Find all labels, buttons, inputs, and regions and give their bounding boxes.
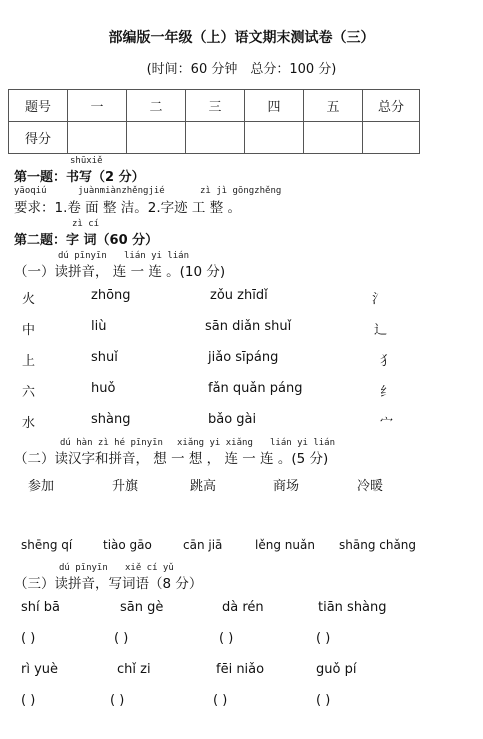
- part1-pinyin-b: lián yi lián: [124, 251, 190, 261]
- q1-req-pinyin-c: zì jì gōngzhěng: [200, 186, 282, 196]
- q1-heading-score: （2 分）: [92, 170, 145, 185]
- part2-pinyin: shēng qí: [21, 538, 73, 552]
- part1-text: 读拼音， 连 一 连 。(10 分): [54, 264, 226, 280]
- part1-pinyin-a: dú pīnyīn: [58, 251, 107, 261]
- part2-instruction: [14, 447, 328, 467]
- answer-blank[interactable]: ( ): [213, 693, 228, 708]
- part3-pinyin-b: xiě cí yǔ: [125, 563, 174, 573]
- part2-pinyin-c: lián yi lián: [270, 438, 336, 448]
- score-header-cell: 二: [127, 90, 186, 122]
- q1-req-pinyin-b: juànmiànzhěngjié: [78, 186, 165, 196]
- part3-pinyin-word: dà rén: [222, 600, 264, 615]
- answer-blank[interactable]: ( ): [21, 693, 36, 708]
- q2-heading-word: 字 词: [66, 233, 97, 248]
- score-cell: [304, 122, 363, 154]
- part3-instruction: [14, 572, 202, 592]
- part2-pinyin: tiào gāo: [103, 538, 152, 552]
- score-header-cell: 三: [186, 90, 245, 122]
- match-pinyin: liù: [91, 319, 107, 334]
- part3-pinyin-word: sān gè: [120, 600, 164, 615]
- part2-pinyin: lěng nuǎn: [255, 538, 315, 552]
- q1-requirement: [14, 196, 241, 216]
- q1-req-pinyin-a: yāoqiú: [14, 186, 47, 196]
- part3-pinyin-word: fēi niǎo: [216, 662, 265, 677]
- score-header-cell: 总分: [363, 90, 420, 122]
- part3-pinyin-word: rì yuè: [21, 662, 59, 677]
- score-cell: [68, 122, 127, 154]
- page-subtitle: (时间：60 分钟 总分：100 分): [146, 62, 337, 77]
- part3-pinyin-word: shí bā: [21, 600, 60, 615]
- score-cell: [363, 122, 420, 154]
- match-hanzi: 火: [22, 292, 36, 307]
- match-radical: 犭: [380, 354, 394, 369]
- part3-text: 读拼音，写词语（8 分）: [54, 576, 203, 592]
- part3-pinyin-word: guǒ pí: [316, 662, 357, 677]
- match-word-pinyin: bǎo gài: [208, 412, 257, 427]
- q1-heading-pinyin: shūxiě: [70, 156, 103, 166]
- part2-word: 冷暖: [357, 479, 384, 494]
- part2-pinyin-b: xiǎng yi xiǎng: [177, 438, 253, 448]
- match-pinyin: zhōng: [91, 288, 131, 303]
- match-pinyin: shàng: [91, 412, 131, 427]
- score-table: [8, 89, 420, 154]
- part2-pinyin: shāng chǎng: [339, 538, 417, 552]
- match-radical: 辶: [374, 323, 388, 338]
- match-hanzi: 六: [22, 385, 36, 400]
- match-word-pinyin: sān diǎn shuǐ: [205, 319, 292, 334]
- q1-req-label: 要求：: [14, 200, 55, 216]
- q1-heading: [14, 166, 145, 185]
- q2-heading-label: 第二题：: [14, 233, 67, 248]
- answer-blank[interactable]: ( ): [316, 693, 331, 708]
- score-header-cell: 一: [68, 90, 127, 122]
- score-header-cell: 五: [304, 90, 363, 122]
- score-header-cell: 题号: [9, 90, 68, 122]
- part3-pinyin-a: dú pīnyīn: [59, 563, 108, 573]
- score-cell: [245, 122, 304, 154]
- part1-instruction: [14, 260, 225, 280]
- match-hanzi: 水: [22, 416, 36, 431]
- q1-heading-word: 书写: [66, 170, 93, 185]
- match-word-pinyin: zǒu zhīdǐ: [210, 288, 268, 303]
- part3-prefix: （三）: [14, 576, 55, 592]
- part2-word: 跳高: [190, 479, 217, 494]
- part3-pinyin-word: chǐ zi: [117, 662, 151, 677]
- part2-word: 商场: [273, 479, 300, 494]
- part2-word: 参加: [28, 479, 55, 494]
- answer-blank[interactable]: ( ): [316, 631, 331, 646]
- answer-blank[interactable]: ( ): [110, 693, 125, 708]
- answer-blank[interactable]: ( ): [21, 631, 36, 646]
- match-hanzi: 上: [22, 354, 36, 369]
- q1-heading-label: 第一题：: [14, 170, 67, 185]
- match-hanzi: 中: [22, 323, 36, 338]
- q2-heading-pinyin: zì cí: [72, 219, 100, 229]
- score-table-score-row: [9, 122, 420, 154]
- match-word-pinyin: fǎn quǎn páng: [208, 381, 303, 396]
- answer-blank[interactable]: ( ): [114, 631, 129, 646]
- answer-blank[interactable]: ( ): [219, 631, 234, 646]
- part2-text: 读汉字和拼音， 想 一 想 ， 连 一 连 。(5 分): [54, 451, 329, 467]
- page-title: 部编版一年级（上）语文期末测试卷（三）: [108, 30, 375, 46]
- match-radical: 纟: [380, 385, 394, 400]
- q1-req-text-a: 1.卷 面 整 洁。: [54, 200, 148, 216]
- part3-pinyin-word: tiān shàng: [318, 600, 387, 615]
- score-header-cell: 四: [245, 90, 304, 122]
- match-pinyin: huǒ: [91, 381, 116, 396]
- part2-pinyin-a: dú hàn zì hé pīnyīn: [60, 438, 163, 448]
- part2-word: 升旗: [112, 479, 139, 494]
- match-radical: 氵: [372, 292, 386, 307]
- q2-heading: [14, 229, 158, 248]
- score-table-header-row: [9, 90, 420, 122]
- score-row-label: 得分: [9, 122, 68, 154]
- match-word-pinyin: jiǎo sīpáng: [208, 350, 279, 365]
- q1-req-text-b: 2.字迹 工 整 。: [147, 200, 242, 216]
- score-cell: [186, 122, 245, 154]
- part2-pinyin: cān jiā: [183, 538, 223, 552]
- part1-prefix: （一）: [14, 264, 55, 280]
- match-pinyin: shuǐ: [91, 350, 118, 365]
- q2-heading-score: （60 分）: [96, 233, 159, 248]
- part2-prefix: （二）: [14, 451, 55, 467]
- match-radical: 宀: [380, 416, 394, 431]
- score-cell: [127, 122, 186, 154]
